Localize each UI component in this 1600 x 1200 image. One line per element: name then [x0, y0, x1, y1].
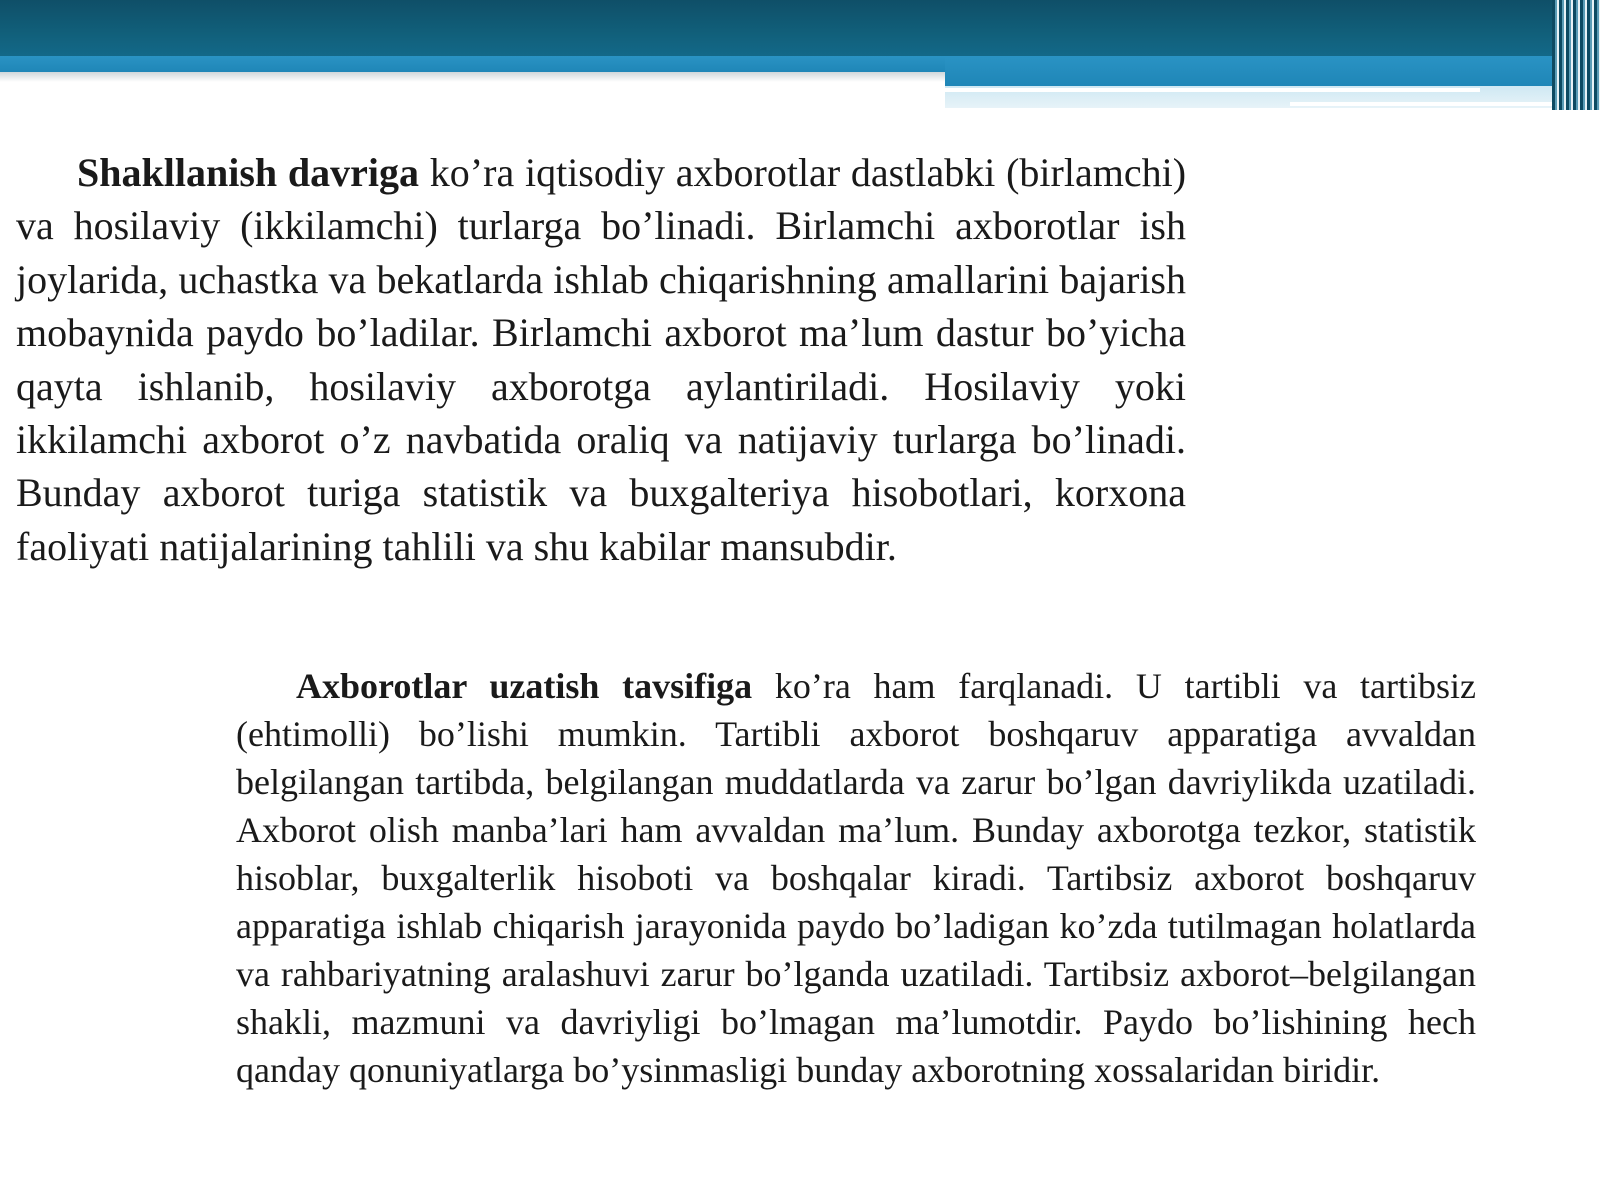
header-band	[0, 0, 1600, 58]
paragraph-formation-period	[16, 146, 1186, 573]
paragraph-transmission-type	[236, 662, 1476, 1094]
paragraph-body: ko’ra ham farqlanadi. U tartibli va tartibsiz (ehtimolli) bo’lishi mumkin. Tartibli axborot boshqaruv apparatiga avvaldan belgilangan tartibda, belgilangan muddatlarda va zarur bo’lgan davriylikda uzatiladi. Axborot olish manba’lari ham avvaldan ma’lum. Bunday axborotga tezkor, statistik hisoblar, buxgalterlik hisoboti va boshqalar kiradi. Tartibsiz axborot boshqaruv apparatiga ishlab chiqarish jarayonida paydo bo’ladigan ko’zda tutilmagan holatlarda va rahbariyatning aralashuvi zarur bo’lganda uzatiladi. Tartibsiz axborot–belgilangan shakli, mazmuni va davriyligi bo’lmagan ma’lumotdir. Paydo bo’lishining hech qanday qonuniyatlarga bo’ysinmasligi bunday axborotning xossalaridan biridir.	[236, 666, 1476, 1090]
header-line	[1290, 102, 1560, 106]
header-shadow	[0, 72, 945, 82]
header-accent-strip	[0, 56, 945, 72]
paragraph-lead: Shakllanish davriga	[77, 150, 420, 195]
paragraph-lead: Axborotlar uzatish tavsifiga	[296, 666, 753, 706]
edge-lines-decoration	[1552, 0, 1600, 110]
header-line	[945, 88, 1480, 92]
header-accent-strip-right	[945, 56, 1575, 86]
paragraph-body: ko’ra iqtisodiy axborotlar dastlabki (birlamchi) va hosilaviy (ikkilamchi) turlarga bo’linadi. Birlamchi axborotlar ish joylarida, uchastka va bekatlarda ishlab chiqarishning amallarini bajarish mobaynida paydo bo’ladilar. Birlamchi axborot ma’lum dastur bo’yicha qayta ishlanib, hosilaviy axborotga aylantiriladi. Hosilaviy yoki ikkilamchi axborot o’z navbatida oraliq va natijaviy turlarga bo’linadi. Bunday axborot turiga statistik va buxgalteriya hisobotlari, korxona faoliyati natijalarining tahlili va shu kabilar mansubdir.	[16, 150, 1187, 569]
